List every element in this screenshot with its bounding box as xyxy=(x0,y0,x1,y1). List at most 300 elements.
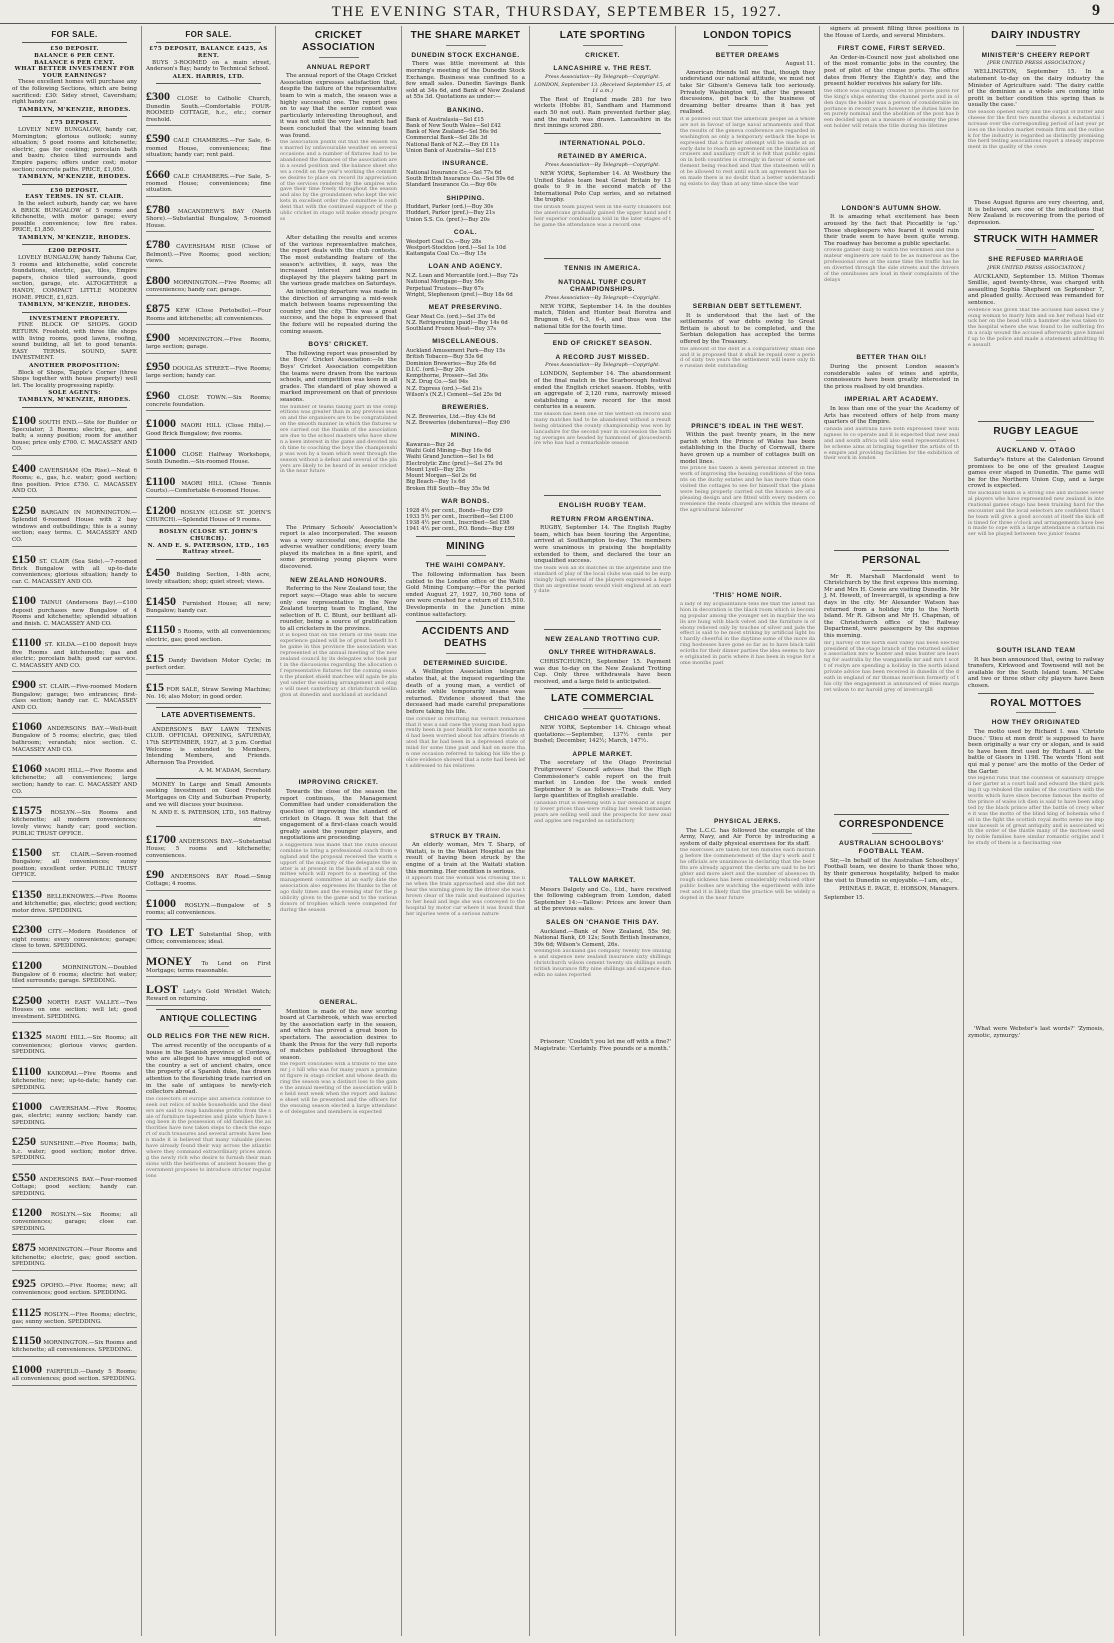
divider xyxy=(416,621,515,622)
quote-section-heading: SHIPPING. xyxy=(446,194,485,202)
article-continuation: it appears that the woman was crossing the line when the train approached and she did not hear the warning given by the driver she was thrown clear of the rails and sustained injuries to her head and legs she was conveyed to the hospital by motor car where it was found that her injuries were of a serious nature xyxy=(406,876,525,917)
paragraph: Mention is made of the new scoring board at Carisbrook, which was erected by the association early in the season, and which has proved a great boon to spectators. The association desires to thank the Press for the very full reports of matches published throughout the season. xyxy=(280,1008,397,1061)
ad-investment xyxy=(12,316,137,404)
quote-section-heading: BANKING. xyxy=(447,107,484,115)
ad-text: MAORI HILL (Close Hills).—Good Brick Bungalow; five rooms. xyxy=(146,423,271,437)
divider xyxy=(156,778,261,779)
ad-roslyn xyxy=(146,529,271,555)
ad-text: CAVERSHAM (On Rise).—Neat 6 Rooms; e., gas, h.c. water; good section; fine position. Price £750. C. MACASSEY AND CO. xyxy=(12,468,138,495)
ad-price: £1200 xyxy=(12,957,42,972)
ad-body: FINE BLOCK OF SHOPS. GOOD RETURN. Freehold, with three tile shops with living rooms, good lawns, roofing, sound building, all let to good tenants. EASY TERMS. SOUND, SAFE INVESTMENT. xyxy=(12,322,137,362)
hammer-heading: STRUCK WITH HAMMER xyxy=(973,234,1099,246)
classified-ad xyxy=(12,1062,137,1094)
physical-heading: PHYSICAL JERKS. xyxy=(713,817,782,825)
divider xyxy=(834,550,949,551)
ad-text: MORNINGTON.—Four Rooms and kitchenette; electric, gas; good section. SPEDDING. xyxy=(12,1247,137,1268)
ad-text: To Lend on First Mortgage; terms reasonable. xyxy=(146,960,272,974)
ad-price: MONEY xyxy=(146,953,192,968)
quote-row: Broken Hill South—Buy 35s 9d xyxy=(406,485,490,492)
ad-text: 5 Rooms, with all conveniences; electric, gas; good section. xyxy=(146,629,271,643)
ad-text: MACANDREW'S BAY (North Shore).—Substantial Bungalow, 5-roomed House. xyxy=(146,209,271,229)
ad-price: £1500 xyxy=(12,845,42,860)
tennis-heading: TENNIS IN AMERICA. xyxy=(564,264,641,272)
ad-text: Furnished House; all new; Bungalow; handy car. xyxy=(146,600,271,614)
south-island-heading: SOUTH ISLAND TEAM xyxy=(996,647,1076,655)
ad-price: TO LET xyxy=(146,924,194,939)
classified-ad xyxy=(146,271,271,297)
paragraph: LONDON, September 14. The abandonment of the final match in the Scarborough festival ended the English cricket season. Hobbs, with an aggregate of 2,120 runs, narrowly missed establishing a new record for the most centuries in a season. xyxy=(534,371,671,411)
article-continuation: the prince has taken a keen personal interest in the work of improving the housing conditions of the tenants on the duchy estates and he has more than once visited the cottages to see for himself that the plans were being properly carried out the houses are of a pleasing design and are fitted with every modern convenience the rents charged are within the means of the agricultural labourer xyxy=(680,466,815,513)
agent-name: TAMBLYN, M'KENZIE, RHODES. xyxy=(18,302,131,309)
classified-ad xyxy=(146,865,271,891)
paragraph: NEW YORK, September 14. Chicago wheat quotations:—September, 137½ cents per bushel; December, 142½; March, 147½. xyxy=(534,724,671,745)
quote-row: Big Beach—Buy 1s 6d xyxy=(406,479,466,486)
paragraph: An interesting departure was made in the direction of arranging a mid-week match between teams representing the country and the city. This was a great success, and the hope is expressed that the fixture will be repeated during the coming season. xyxy=(280,288,397,335)
ad-text: MAORI HILL (Close Tennis Courts).—Comfortable 6-roomed House. xyxy=(146,480,271,495)
quote-row: National Bank of N.Z.—Buy £6 11s xyxy=(406,141,500,148)
paragraph: CHRISTCHURCH, September 15. Payment was due to-day on the New Zealand Trotting Cup. Only three withdrawals have been received, and a large field is anticipated. xyxy=(534,659,671,685)
classified-ad xyxy=(12,550,137,589)
article-continuation: the season opened early and the output of butter and cheese for the first two months shows a substantial increase over the corresponding period of last year prices on the london market remain firm and the outlook for the industry is regarded as distinctly promising the herd testing associations report a steady improvement in the quality of the cows xyxy=(968,109,1104,151)
section-heading: FOR SALE. xyxy=(51,30,98,39)
classified-ad xyxy=(12,591,137,630)
ad-text: ANDERSONS BAY.—Substantial House; 5 rooms and kitchenette; conveniences. xyxy=(146,838,272,859)
classified-ad xyxy=(146,200,271,232)
ad-price: £960 xyxy=(146,387,170,402)
classified-ad xyxy=(12,920,137,952)
quote-row: Bank of New Zealand—Sel 56s 9d xyxy=(406,129,498,136)
quote-row: Bank of Australasia—Sel £15 xyxy=(406,116,484,123)
ad-head: EASY TERMS. IN ST. CLAIR. xyxy=(25,194,124,201)
ad-price: £1350 xyxy=(12,887,42,902)
article-continuation: the report concludes with a tribute to the late mr j c hill who was for many years a prominent figure in otago cricket and whose death during the season was a distinct loss to the game the annual meeting of the association will be held next week when the report and balance sheet will be presented and the officers for the ensuing season elected a large attendance of delegates and members is expected xyxy=(280,1062,397,1115)
paragraph: WELLINGTON, September 15. In a statement to-day on the dairy industry the Minister of Agriculture said: 'The dairy cattle of the dominion as a whole are coming into profit in better condition this spring than is usually the case.' xyxy=(968,69,1104,109)
divider xyxy=(156,559,261,560)
ad-price: £1100 xyxy=(146,473,176,488)
ad-body: LOVELY BUNGALOW, handy Tahuna Car, 5 rooms and kitchenette, solid concrete foundations, electric, gas, tiles, Empire papers, choice tiled surrounds, good section, garage, etc. ALTOGETHER a HANDY, COMPACT LITTLE MODERN HOME. PRICE, £1,625. xyxy=(12,255,137,301)
paragraph: The Primary Schools' Association's report is also incorporated. The season was a very successful one, despite the adverse weather conditions; every team played its matches in a fine spirit, and some promising young players were discovered. xyxy=(280,524,397,571)
ad-text: KAIKORAI.—Five Rooms and kitchenette; new; up-to-date; handy car. SPEDDING. xyxy=(12,1070,137,1091)
ad-text: ST. KILDA.—£100 deposit buys five Rooms and kitchenette; gas and electric; porcelain bath; good car service. C. MACASSEY AND CO. xyxy=(12,642,137,669)
quote-row: Huddart, Parker (ord.)—Buy 30s xyxy=(406,204,494,211)
quote-row: Wilson's (N.Z.) Cement—Sel 25s 9d xyxy=(406,391,502,398)
quote-row: Electrolytic Zinc (pref.)—Sel 27s 9d xyxy=(406,460,503,467)
ad-text: ST. CLAIR.—Seven-roomed Bungalow; all conveniences; sunny position; excellent order. PUBLIC TRUST OFFICE. xyxy=(12,852,137,879)
classified-ad xyxy=(146,501,271,527)
first-come-heading: FIRST COME, FIRST SERVED. xyxy=(837,45,946,53)
ad-price: £1100 xyxy=(12,1063,42,1078)
paragraph: Messrs Dalgety and Co., Ltd., have received the following cablegram from London, dated September 14:—Tallow: Prices are lower than at the previous sales. xyxy=(534,886,671,913)
suicide-subheading: DETERMINED SUICIDE. xyxy=(423,659,508,667)
ad-text: TAINUI (Andersons Bay).—£100 deposit purchases new Bungalow of 4 Rooms and kitchenette; splendid situation and finish. C. MACASSEY AND CO. xyxy=(12,600,138,627)
ad-text: ST. CLAIR.—Five-roomed Modern Bungalow; garage; two entrances; first-class section; handy car. C. MACASSEY AND CO. xyxy=(12,684,137,711)
ad-text: ROSLYN.—Bungalow of 5 rooms; all conveniences. xyxy=(146,903,271,917)
paragraph: These August figures are very cheering, and, it is believed, are one of the indications that New Zealand is recovering from the period of depression. xyxy=(968,199,1104,226)
quote-section-heading: MISCELLANEOUS. xyxy=(432,338,499,346)
ad-money xyxy=(146,782,271,823)
hammer-subheading: SHE REFUSED MARRIAGE xyxy=(988,256,1084,264)
classified-ad xyxy=(146,923,271,949)
section-heading: FOR SALE. xyxy=(185,30,232,39)
ad-price: £15 xyxy=(146,679,164,694)
quote-row: N.Z. Breweries, Ltd.—Buy 43s 6d xyxy=(406,413,496,420)
mottoes-subheading: HOW THEY ORIGINATED xyxy=(991,719,1081,727)
ad-text: KEW (Close Portobello).—Four Rooms and kitchenette; all conveniences. xyxy=(146,308,271,322)
ad-text: Substantial Shop, with Office; conveniences; ideal. xyxy=(146,931,271,945)
paragraph: It has been announced that, owing to railway transfers, Kirkwood and Townsend will not be available for the South Island team. M'Cabe and two or three other city players have been chosen. xyxy=(968,656,1104,690)
ad-price: £90 xyxy=(146,867,164,882)
divider xyxy=(1016,440,1056,441)
divider xyxy=(544,333,661,334)
letter-date: September 15. xyxy=(824,894,865,901)
column-for-sale-2 xyxy=(142,26,276,1636)
classified-ad xyxy=(12,717,137,756)
newspaper-page xyxy=(8,26,1108,1636)
autumn-show-heading: LONDON'S AUTUMN SHOW. xyxy=(841,204,942,212)
divider xyxy=(156,1009,261,1010)
article-continuation: wellington auckland gas company twenty five shillings and sixpence new zealand insurance sixty shillings christchurch wilson cement twenty six shillings south british insurance fifty nine shillings and sixpence dunedin no sales reported xyxy=(534,949,671,979)
ad-text: NORTH EAST VALLEY.—Two Houses on one section; well let; good investment. SPEDDING. xyxy=(12,1000,138,1020)
press-byline: Press Association—By Telegraph—Copyright. xyxy=(545,162,660,169)
quote-row: N.Z. Drug Co.—Sel 94s xyxy=(406,379,468,386)
paragraph: During the present London season's considerable sales of wines and spirits, connoisseurs have been greatly interested in the prices realised by old brandies. xyxy=(824,364,959,390)
quote-row: Wright, Stephenson (pref.)—Buy 18s 6d xyxy=(406,291,513,298)
ad-body: LOVELY NEW BUNGALOW, handy car, Mornington; glorious outlook; sunny situation; 5 good rooms and kitchenette; electric, gas for cooking; porcelain bath and basin; choice tiled surrounds and Empire papers; offers under cost; motor section; concrete paths. PRICE, £1,050. xyxy=(12,126,137,173)
quote-row: Mount Lyell—Buy 25s xyxy=(406,466,465,473)
divider xyxy=(872,570,912,571)
ad-text: ANDERSONS BAY.—Four-roomed Cottage; good section; handy car. SPEDDING. xyxy=(12,1176,137,1197)
classified-ad xyxy=(12,801,137,840)
press-byline: [PER UNITED PRESS ASSOCIATION.] xyxy=(987,264,1085,271)
ad-price: £800 xyxy=(146,272,170,287)
ad-price: £150 xyxy=(12,551,36,566)
press-byline: Press Association—By Telegraph—Copyright. xyxy=(545,362,660,369)
paragraph: NEW YORK, September 14. In the doubles match, Tilden and Hunter beat Borotra and Brugnon 6-4, 6-3, 6-4, and thus won the national title for the fourth time. xyxy=(534,303,671,330)
share-market-heading: THE SHARE MARKET xyxy=(410,30,521,41)
ad-price: £1000 xyxy=(146,896,176,910)
ad-price: £100 xyxy=(12,412,36,427)
divider xyxy=(156,42,261,43)
ad-price: £250 xyxy=(12,1134,36,1149)
ad-text: CLOSE TOWN.—Six Rooms; concrete foundation. xyxy=(146,394,271,408)
ad-price: £1060 xyxy=(12,719,42,734)
ad-line: BALANCE 6 PER CENT. xyxy=(34,59,115,66)
classified-ad xyxy=(146,414,271,440)
article-continuation: the auckland team is a strong one and includes several players who have represented new zealand in international games otago has been training hard for the encounter and the local selectors are confident that the team will give a good account of itself the kick off is timed for three o'clock and arrangements have been made to cope with a large attendance a curtain raiser will be played between two junior teams xyxy=(968,491,1104,538)
quote-row: Perpetual Trustees—Buy 67s xyxy=(406,285,484,292)
ad-text: MAORI HILL.—Five Rooms and kitchenette; all conveniences; large section; handy to car. C. MACASSEY AND CO. xyxy=(12,768,137,795)
column-personal xyxy=(820,26,964,1636)
column-share-market xyxy=(402,26,530,1636)
ad-price: £1200 xyxy=(146,502,176,517)
ad-head: SOLE AGENTS: xyxy=(48,390,101,397)
ad-text: Dandy Davidson Motor Cycle; in perfect order. xyxy=(146,658,271,672)
paragraph: Saturday's fixture at the Caledonian Ground promises to be one of the greatest League games ever staged in Dunedin. The game will be for the Northern Union Cup, and a large crowd is expected. xyxy=(968,457,1104,490)
article-continuation: the legend runs that the countess of salisbury dropped her garter at a court ball and edward the third picking it up rebuked the smiles of the courtiers with the words which have since become famous the motto of the prince of wales ich dien is said to have been adopted by the black prince after the battle of crecy where it was the motto of the blind king of bohemia who fell in the fight the scottish royal motto nemo me impune lacessit is of great antiquity and is associated with the order of the thistle many of the mottoes used by noble families have similar romantic origins and the study of them is a fascinating one xyxy=(968,776,1104,847)
divider xyxy=(978,421,1094,422)
ad-price: £780 xyxy=(146,202,170,217)
classified-ad xyxy=(146,357,271,383)
wheat-heading: CHICAGO WHEAT QUOTATIONS. xyxy=(544,715,661,723)
divider xyxy=(872,833,912,834)
tennis-subheading: NATIONAL TURF COURT CHAMPIONSHIPS. xyxy=(558,278,647,294)
ad-price: £1150 xyxy=(146,622,176,637)
letter-signature: PHINEAS E. PAGE, E. HOBSON, Managers. xyxy=(839,886,959,893)
cricket-subheading: LANCASHIRE v. THE REST. xyxy=(553,65,652,73)
quote-row: Gear Meat Co. (ord.)—Sel 37s 6d xyxy=(406,313,496,320)
ad-signature: A. M. M'ADAM, Secretary. xyxy=(199,768,271,775)
serbian-heading: SERBIAN DEBT SETTLEMENT. xyxy=(692,302,803,310)
classified-ad xyxy=(12,1026,137,1058)
commercial-heading: LATE COMMERCIAL xyxy=(550,693,655,705)
divider xyxy=(728,45,768,46)
ad-text: CAVERSHAM.—Five Rooms; gas, electric; sunny section; handy car. SPEDDING. xyxy=(12,1106,137,1126)
column-london-topics xyxy=(676,26,820,1636)
classified-ad xyxy=(12,1132,137,1164)
ad-price: £780 xyxy=(146,237,170,252)
ad-price: £1450 xyxy=(146,593,176,608)
ad-head: INVESTMENT PROPERTY. xyxy=(29,315,120,322)
quote-row: Mount Morgan—Sel 2s 6d xyxy=(406,473,477,480)
quote-section-heading: MINING. xyxy=(450,432,481,440)
sporting-heading: LATE SPORTING xyxy=(559,30,646,41)
classified-ad xyxy=(146,894,271,920)
classified-ad xyxy=(146,235,271,267)
cricket-heading: CRICKET. xyxy=(585,51,620,59)
quote-row: Bank of New South Wales—Sel £42 xyxy=(406,122,501,129)
paragraph: In less than one of the year the Academy of Arts has received offers of help from many quarters of the Empire. xyxy=(824,406,959,426)
ad-text: ST. CLAIR (Sea Side).—7-roomed Brick Bungalow with all up-to-date conveniences; glorious situation; handy to car. C. MACASSEY AND CO. xyxy=(12,558,137,585)
ad-text: CALE CHAMBERS.—For Sale, 6-roomed House, conveniences; fine situation; handy car; rent paid. xyxy=(146,138,271,159)
classified-ad xyxy=(12,675,137,714)
divider xyxy=(156,826,261,827)
paragraph: Sir,—In behalf of the Australian Schoolboys' Football team, we desire to thank those who, by their generous hospitality, helped to make the visit to Dunedin so enjoyable.—I am, etc., xyxy=(824,857,959,884)
quote-section-heading: BREWERIES. xyxy=(441,404,490,412)
polo-heading: INTERNATIONAL POLO. xyxy=(559,139,646,147)
divider xyxy=(189,1026,229,1027)
ad-text: CLOSE to Catholic Church, Dunedin South.—Comfortable FOUR-ROOMED COTTAGE, h.c., etc.; corner freehold. xyxy=(146,96,271,123)
classified-ad xyxy=(146,592,271,618)
ad-st-clair xyxy=(12,188,137,242)
ad-price: £1100 xyxy=(12,635,42,650)
late-ads-heading: LATE ADVERTISEMENTS. xyxy=(161,711,256,719)
paragraph: Referring to the New Zealand tour, the report says:—Otago was able to secure only one representative in the New Zealand touring team to England, the selection of R. C. Blunt, our brilliant all-rounder, being a source of gratification to all cricketers in the province. xyxy=(280,586,397,632)
ad-price: £900 xyxy=(12,677,36,692)
divider xyxy=(156,707,261,708)
divider xyxy=(22,42,127,43)
trotting-subheading: ONLY THREE WITHDRAWALS. xyxy=(548,649,657,657)
article-continuation: a suggestion was made that the clubs should combine to bring a professional coach from england and the proposal received the warm support of the majority of the delegates the matter is at present in the hands of a sub committee which will report to a meeting of the management committee at an early date the association also expresses its thanks to the otago daily times and the evening star for the publicity given to the game and to the various donors of trophies which were competed for during the season xyxy=(280,842,397,913)
misc-ads xyxy=(146,563,271,704)
tallow-heading: TALLOW MARKET. xyxy=(569,876,636,884)
divider xyxy=(22,312,127,313)
ad-body: ANDERSON'S BAY LAWN TENNIS CLUB. OFFICIAL OPENING, SATURDAY, 17th SEPTEMBER, 1927, at 3 p.m. Cordial Welcome is extended to Members, Intending Members, and Friends. Afternoon Tea Provided. xyxy=(146,726,271,766)
classified-ad xyxy=(12,843,137,882)
ad-bungalow xyxy=(12,248,137,308)
quote-row: Commercial Bank—Sel 28s 3d xyxy=(406,135,488,142)
ad-price: £75 DEPOSIT. xyxy=(50,120,99,127)
article-continuation: it is pointed out that the american people as a whole are not in favour of large naval armaments and that the results of the geneva conference are regarded in washington as only a temporary setback the hope is expressed that a further attempt will be made at an early date to reach an agreement on the limitation of cruisers and auxiliary craft it is felt that public opinion in both countries is strongly in favour of some settlement being reached and that the statesmen will not be allowed to rest until such an agreement has been made there is no doubt that a better understanding exists to day than at any time since the war xyxy=(680,116,815,187)
paragraph: After detailing the results and scores of the various representative matches, the report deals with the club contests. The most outstanding feature of the season's activities, it says, was the increased interest and keenness displayed by the players taking part in the various grade matches on Saturdays. xyxy=(280,235,397,288)
ad-text: BELLEKNOWES.—Five Rooms and kitchenette; gas, electric; good section; motor drive. SPEDDING. xyxy=(12,894,137,914)
ad-text: MORNINGTON.—Six Rooms and kitchenette; all conveniences. SPEDDING. xyxy=(12,1340,137,1354)
classified-ad xyxy=(146,980,271,1006)
paragraph: 'What were Webster's last words?' 'Zymosis, zymotic, zymurgy.' xyxy=(968,1026,1104,1039)
divider xyxy=(544,688,661,689)
ad-price: £100 xyxy=(12,593,36,608)
quote-row: 1933 5½ per cent., Inscribed—Sel £100 xyxy=(406,513,514,520)
paragraph: The Rest of England made 281 for two wickets (Hobbs 81, Sandham and Hammond each 50 not out). Rain prevented further play, and the match was drawn. Lancashire in its first innings scored 280. xyxy=(534,96,671,130)
paragraph: AUCKLAND, September 15. Milton Thomas Smillie, aged twenty-three, was charged with assaulting Sophia Shepherd on September 7, and pleaded guilty. Accused was remanded for sentence. xyxy=(968,273,1104,306)
classified-ad xyxy=(12,1203,137,1235)
classified-ad xyxy=(146,129,271,161)
ad-text: ANDERSONS BAY Road.—Snug Cottage; 4 rooms. xyxy=(146,874,271,888)
article-continuation: the british team played well in the early chukkers but the americans gradually gained the upper hand and their superior combination told in the later stages of the game the attendance was a record one xyxy=(534,204,671,228)
classified-ad xyxy=(12,991,137,1023)
quote-row: D.I.C. (ord.)—Buy 20s xyxy=(406,366,465,373)
classified-ad xyxy=(12,1360,137,1386)
quote-row: Union S.S. Co. (pref.)—Buy 20s xyxy=(406,216,490,223)
dateline: August 11. xyxy=(785,61,815,68)
divider xyxy=(978,693,1094,694)
ad-text: CITY.—Modern Residence of eight rooms; every convenience; garage; close to town. SPEDDING. xyxy=(12,929,137,950)
ad-tennis-club xyxy=(146,727,271,775)
paragraph: The motto used by Richard I. was 'Christo Duce.' 'Dieu et mon droit' is supposed to have been originally a war cry or slogan, and is said to have been first used by Richard I. at the battle of Gisors in 1198. The words 'Honi soit qui mal y pense' are the motto of the Order of the Garter. xyxy=(968,729,1104,775)
ad-text: CAVERSHAM RISE (Close of Belmont).—Five Rooms; good section; views. xyxy=(146,244,272,265)
agent-name: ALEX. HARRIS, LTD. xyxy=(172,73,245,80)
agent-name: TAMBLYN, M'KENZIE, RHODES. xyxy=(18,174,131,181)
rugby-heading: ENGLISH RUGBY TEAM. xyxy=(558,501,647,509)
quote-section-heading: MEAT PRESERVING. xyxy=(428,304,503,312)
ad-text: MORNINGTON.—Doubled Bungalow of 6 rooms; electric hot water; tiled surrounds; garage. SPEDDING. xyxy=(12,964,137,985)
quote-section-heading: INSURANCE. xyxy=(442,160,489,168)
quote-row: Kempthorne, Prosser—Sel 36s xyxy=(406,373,488,380)
improving-heading: IMPROVING CRICKET. xyxy=(298,779,379,787)
article-continuation: the association points out that the season was marred by unfavourable weather on several occasions and a number of fixtures had to be abandoned the finances of the association are in a sound position and the balance sheet shows a credit on the year's working the committee desires to place on record its appreciation of the services rendered by the umpires who gave their time freely throughout the season and also by the groundsmen who kept the wickets in excellent order the committee is confident that with the continued support of the public cricket in otago will make steady progress xyxy=(280,140,397,222)
ad-price: £15 xyxy=(146,651,164,666)
prince-heading: PRINCE'S IDEAL IN THE WEST. xyxy=(691,422,804,430)
divider xyxy=(446,653,486,654)
train-subheading: STRUCK BY TRAIN. xyxy=(430,832,501,840)
quote-row: Waihi Grand Junction—Sel 1s 6d xyxy=(406,454,494,461)
classified-list xyxy=(12,411,137,1386)
apple-heading: APPLE MARKET. xyxy=(572,750,633,758)
ad-price: £1000 xyxy=(146,416,176,431)
ad-price: £1200 xyxy=(12,1205,42,1220)
classified-ad xyxy=(146,472,271,498)
quote-row: 1938 4½ per cent., Inscribed—Sel £98 xyxy=(406,520,510,527)
stock-exchange-subheading: DUNEDIN STOCK EXCHANGE. xyxy=(411,51,520,59)
classified-ad xyxy=(12,1097,137,1129)
ad-text: OPOHO.—Five Rooms; new; all conveniences; good section. SPEDDING. xyxy=(12,1282,137,1296)
agent-name: TAMBLYN, M'KENZIE, RHODES. xyxy=(18,106,131,113)
paragraph: Towards the close of the season the report continues, the Management Committee had under consideration the question of improving the standard of cricket in Otago. It was felt that the engagement of a first-class coach would greatly assist the younger players, and negotiations are proceeding. xyxy=(280,789,397,842)
paragraph: Auckland.—Bank of New Zealand, 55s 9d; National Bank, £6 12s; South British Insurance, 59s 6d; Wilson's Cement, 26s. xyxy=(534,928,671,948)
classified-ad xyxy=(146,678,271,704)
paragraph: The secretary of the Otago Provincial Fruitgrowers' Council advises that the High Commissioner's cable report on the fruit market in London for the week ended September 9 is as follows:—Trade dull. Very large quantities of English available. xyxy=(534,760,671,800)
divider xyxy=(544,133,661,134)
ad-price: £875 xyxy=(12,1240,36,1255)
cricket-heading: CRICKET ASSOCIATION xyxy=(301,30,376,53)
general-heading: GENERAL. xyxy=(319,998,358,1006)
classified-ad xyxy=(146,328,271,354)
ad-price: £1125 xyxy=(12,1304,42,1319)
quote-row: N.Z. Refrigerating (paid)—Buy 14s 6d xyxy=(406,319,508,326)
ad-text: Lady's Gold Wristlet Watch; Reward on returning. xyxy=(146,989,271,1003)
article-continuation: the collectors of europe and america continue to seek out relics of noble households and the dealers are said to reap handsome profits from the sale of furniture tapestries and plate which have long been in the possession of old families the authorities have now taken steps to check the export of such treasures and several arrests have been made it is believed that many valuable pieces have already found their way across the atlantic where they command extraordinary prices among the newly rich who desire to furnish their mansions with the heirlooms of ancient houses the government proposes to introduce stricter regulations xyxy=(146,1096,271,1179)
quote-row: Westport Coal Co.—Buy 28s xyxy=(406,238,482,245)
paragraph: NEW YORK, September 14. At Westbury the United States team beat Great Britain by 13 goals to 9 in the second match of the International Polo Cup series, and so retained the trophy. xyxy=(534,170,671,204)
ad-price: £2300 xyxy=(12,922,42,937)
rugby-subheading: RETURN FROM ARGENTINA. xyxy=(550,515,655,523)
paragraph: It is amazing what excitement has been aroused by the fact that Piccadilly is 'up.' Those shopkeepers who feared it would ruin their trade seem to have been quite wrong. The roadway has become a public spectacle. xyxy=(824,214,959,247)
ad-text: CALE CHAMBERS.—For Sale, 5-roomed House; conveniences; fine situation. xyxy=(146,173,271,194)
paragraph: signers at present filling three positions in the House of Lords, and several Ministers. xyxy=(824,26,959,39)
classified-ad xyxy=(146,165,271,197)
article-continuation: a lady of my acquaintance tells me that the latest fashion in decoration is the black room which is becoming popular among the younger set in mayfair the walls are hung with black velvet and the furniture is of ebony relieved only by touches of silver and jade the effect is said to be most striking by artificial light but hardly cheerful in the daytime some of the more daring hostesses have gone so far as to have black tablecloths for their dinner parties the idea seems to have originated in paris where it has been in vogue for some months past xyxy=(680,601,815,666)
cricket-subheading: ANNUAL REPORT xyxy=(306,63,371,71)
polo-subheading: RETAINED BY AMERICA. xyxy=(557,153,648,161)
quote-row: Dominion Breweries—Buy 26s 6d xyxy=(406,360,497,367)
press-byline: [PER UNITED PRESS ASSOCIATION.] xyxy=(987,60,1085,67)
paragraph: A Wellington Association telegram states that, at the inquest regarding the death of a young man, a verdict of suicide while temporarily insane was returned. Evidence showed that the deceased had made careful preparations before taking his life. xyxy=(406,669,525,715)
ad-text: BARGAIN IN MORNINGTON.—Splendid 6-roomed House with 2 bay windows and outbuildings; this is a sunny section; easy terms. C. MACASSEY AND CO. xyxy=(12,510,137,543)
divider xyxy=(319,57,359,58)
ad-text: ROSLYN.—Five Rooms; electric, gas; sunny section. SPEDDING. xyxy=(12,1311,137,1325)
article-continuation: the exercises are taken for ten minutes each morning before the commencement of the day's work and the officials are unanimous in declaring that the benefits are already apparent the clerks are said to be brighter and more alert and the number of absences through sickness has been considerably reduced other public bodies are watching the experiment with interest and it is likely that the practice will be widely adopted in the near future xyxy=(680,848,815,901)
divider xyxy=(583,45,623,46)
classified-ad xyxy=(146,87,271,126)
classified-ad xyxy=(12,956,137,988)
paragraph: Within the past twenty years, in the new parish which the Prince of Wales has been establishing in the Duchy of Cornwall, there have grown up a number of cottages built on model lines. xyxy=(680,432,815,465)
ad-price: £1325 xyxy=(12,1028,42,1043)
ad-line: BALANCE 6 PER CENT. xyxy=(34,53,115,60)
dairy-heading: DAIRY INDUSTRY xyxy=(991,30,1081,41)
ad-price: £250 xyxy=(12,503,36,517)
paragraph: An elderly woman, Mrs T. Sharp, of Waitati, is in the Wakari Hospital as the result of having been struck by the engine of a train at the Waitati station this morning. Her condition is serious. xyxy=(406,842,525,875)
agent-name: TAMBLYN, M'KENZIE, RHODES. xyxy=(18,234,131,241)
divider xyxy=(1016,249,1056,250)
quote-row: Kaitangata Coal Co.—Buy 15s xyxy=(406,251,487,258)
article-continuation: the office was originally created to provide pilots for the king's ships entering the channel ports and in olden days the holder was a person of considerable importance in recent years however the duties have been purely nominal and the abolition of the post has been decided upon as a measure of economy the present holder will retain the title during his lifetime xyxy=(824,88,959,130)
share-quotations xyxy=(406,107,525,533)
article-continuation: the number of teams taking part in the competitions was greater than in any previous season and the organisers are to be congratulated on the smooth manner in which the fixtures were carried out the thanks of the association are due to the school masters who have shown a keen interest in the game and devoted much time to coaching the boys the championship was won by a team which went through the season without a defeat and several of the players are likely to be heard of in senior cricket in the near future xyxy=(280,404,397,475)
quote-row: N.Z. Express (ord.)—Sel 21s xyxy=(406,385,482,392)
press-byline: Press Association—By Telegraph—Copyright. xyxy=(545,74,660,81)
change-heading: SALES ON 'CHANGE THIS DAY. xyxy=(546,918,659,926)
classified-ad xyxy=(146,952,271,978)
ad-text: CLOSE Halfway Workshops, South Dunedin.—Six-roomed House. xyxy=(146,452,271,466)
quote-row: Waihi Gold Mining—Buy 16s 6d xyxy=(406,448,492,455)
ad-price: £590 xyxy=(146,131,170,146)
article-continuation: the amount of the debt is a comparatively small one and it is proposed that it shall be repaid over a period of sixty two years the settlement will leave only the russian debt outstanding xyxy=(680,346,815,370)
ad-price: £2500 xyxy=(12,993,42,1008)
page-number: 9 xyxy=(1092,2,1100,19)
paragraph: An Order-in-Council now just abolished one of the most romantic jobs in the country, the post of pilot of the cinque ports. The office dates from Henry the Eighth's day, and the present holder receives his salary for life. xyxy=(824,54,959,88)
ad-price: £450 xyxy=(146,564,170,579)
honours-heading: NEW ZEALAND HONOURS. xyxy=(290,576,387,584)
ad-text: SOUTH END.—Site for Builder or Speculator; 3 Rooms; electric, gas, and bath; a sunny position; room for another house; price only £700. C. MACASSEY AND CO. xyxy=(12,419,137,453)
quote-row: Westport-Stockton (ord.)—Sel 1s 10d xyxy=(406,244,506,251)
ad-price: LOST xyxy=(146,982,179,997)
boys-cricket-heading: BOYS' CRICKET. xyxy=(308,341,369,349)
quote-row: N.Z. Loan and Mercantile (ord.)—Buy 72s xyxy=(406,273,519,280)
quote-section-heading: LOAN AND AGENCY. xyxy=(428,263,503,271)
divider xyxy=(22,116,127,117)
quote-row: Huddart, Parker (pref.)—Buy 21s xyxy=(406,210,495,217)
classified-ad xyxy=(146,386,271,412)
ad-price: £1000 xyxy=(146,445,176,460)
